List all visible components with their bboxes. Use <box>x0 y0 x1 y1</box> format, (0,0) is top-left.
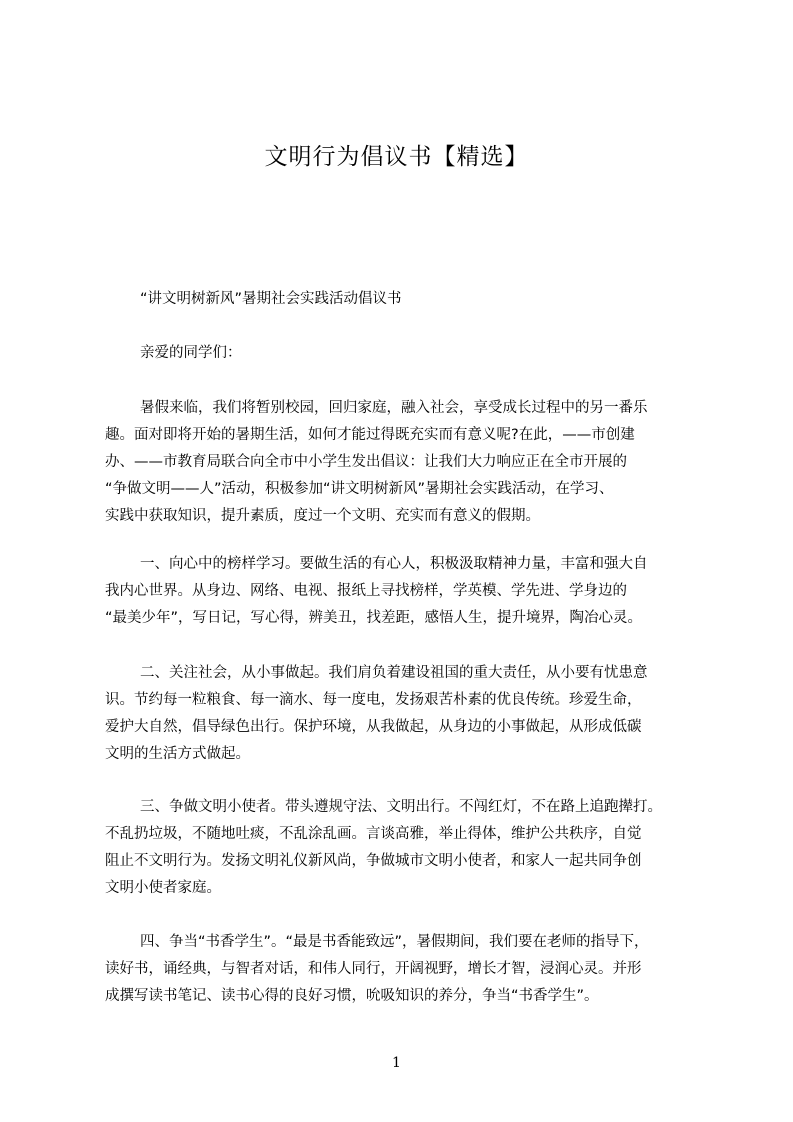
paragraph-line: 三、争做文明小使者。带头遵规守法、文明出行。不闯红灯，不在路上追跑撵打。 <box>140 799 662 815</box>
greeting: 亲爱的同学们： <box>140 345 242 361</box>
paragraph-line: “争做文明——人”活动，积极参加“讲文明树新风”暑期社会实践活动，在学习、 <box>105 481 614 497</box>
page-title: 文明行为倡议书【精选】 <box>264 144 529 170</box>
paragraph-line: 二、关注社会，从小事做起。我们肩负着建设祖国的重大责任，从小要有忧患意 <box>140 665 648 681</box>
paragraph-line: “最美少年”，写日记，写心得，辨美丑，找差距，感悟人生，提升境界，陶冶心灵。 <box>105 610 643 626</box>
page-number: 1 <box>392 1055 401 1071</box>
paragraph-line: 不乱扔垃圾，不随地吐痰，不乱涂乱画。言谈高雅，举止得体，维护公共秩序，自觉 <box>105 826 642 842</box>
paragraph-line: 趣。面对即将开始的暑期生活，如何才能过得既充实而有意义呢?在此，——市创建 <box>105 427 635 443</box>
paragraph-line: 识。节约每一粒粮食、每一滴水、每一度电，发扬艰苦朴素的优良传统。珍爱生命， <box>105 692 642 708</box>
paragraph-line: 文明小使者家庭。 <box>105 880 221 896</box>
paragraph-line: 我内心世界。从身边、网络、电视、报纸上寻找榜样，学英模、学先进、学身边的 <box>105 583 627 599</box>
paragraph-line: 四、争当“书香学生”。“最是书香能致远”，暑假期间，我们要在老师的指导下， <box>140 934 649 950</box>
paragraph-line: 读好书，诵经典，与智者对话，和伟人同行，开阔视野，增长才智，浸润心灵。并形 <box>105 961 642 977</box>
paragraph-line: 实践中获取知识，提升素质，度过一个文明、充实而有意义的假期。 <box>105 508 540 524</box>
paragraph-line: 暑假来临，我们将暂别校园，回归家庭，融入社会，享受成长过程中的另一番乐 <box>140 400 648 416</box>
paragraph-line: 成撰写读书笔记、读书心得的良好习惯，吮吸知识的养分，争当“书香学生”。 <box>105 988 599 1004</box>
paragraph-line: 文明的生活方式做起。 <box>105 746 250 762</box>
paragraph-line: 爱护大自然，倡导绿色出行。保护环境，从我做起，从身边的小事做起，从形成低碳 <box>105 719 642 735</box>
paragraph-line: 一、向心中的榜样学习。要做生活的有心人，积极汲取精神力量，丰富和强大自 <box>140 556 648 572</box>
paragraph-line: 办、——市教育局联合向全市中小学生发出倡议：让我们大力响应正在全市开展的 <box>105 454 627 470</box>
paragraph-line: 阻止不文明行为。发扬文明礼仪新风尚，争做城市文明小使者，和家人一起共同争创 <box>105 853 642 869</box>
subtitle: “讲文明树新风”暑期社会实践活动倡议书 <box>140 291 402 307</box>
